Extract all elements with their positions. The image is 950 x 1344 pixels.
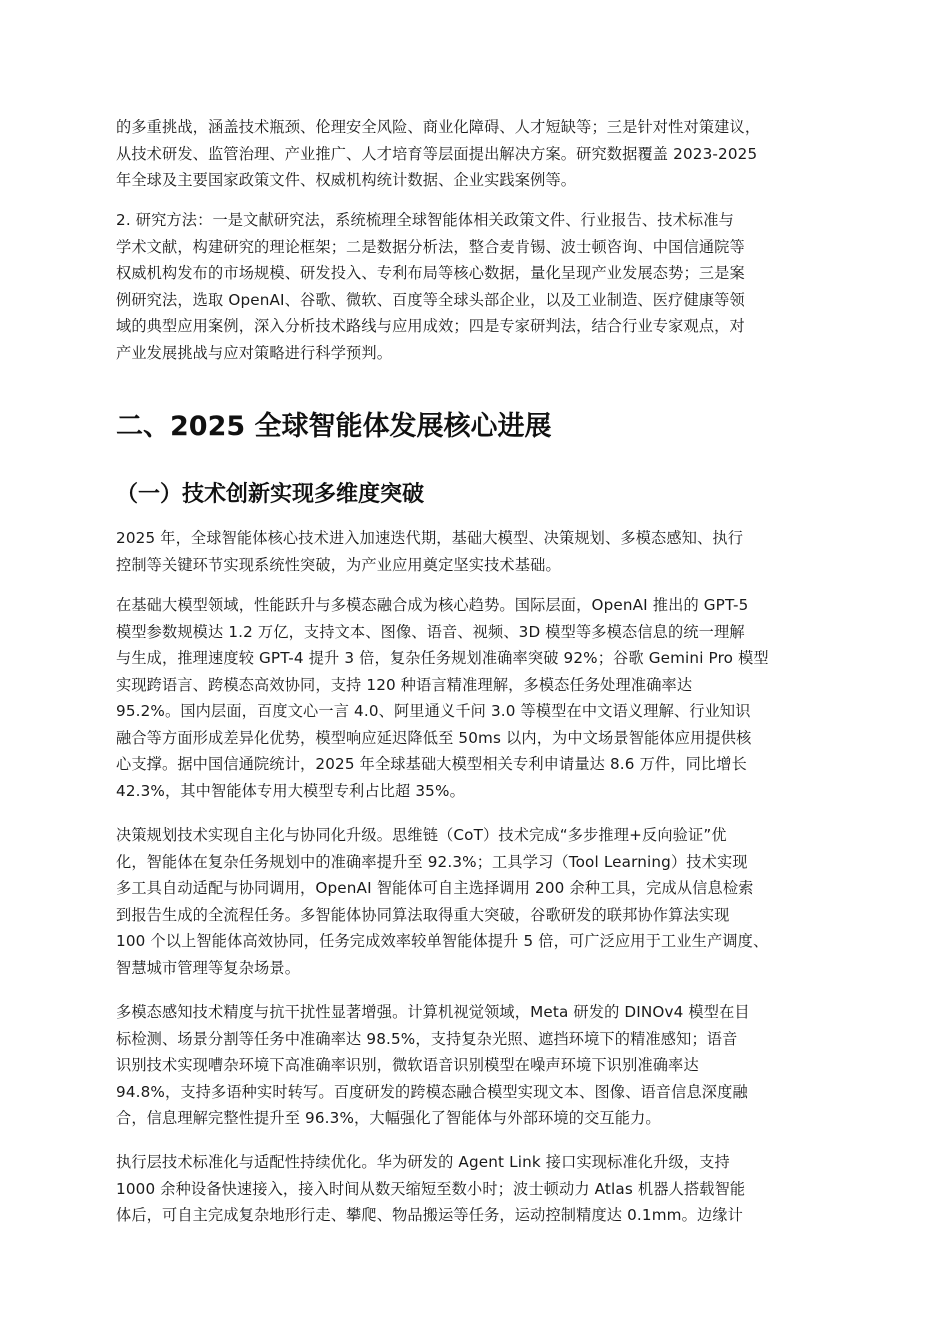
decision-planning-paragraph — [116, 822, 842, 981]
text-line: 学术文献，构建研究的理论框架；二是数据分析法，整合麦肯锡、波士顿咨询、中国信通院等 — [116, 237, 745, 256]
text-line: 年全球及主要国家政策文件、权威机构统计数据、企业实践案例等。 — [116, 171, 577, 189]
intro-paragraph — [116, 114, 842, 194]
text-line: 100 个以上智能体高效协同，任务完成效率较单智能体提升 5 倍，可广泛应用于工业生产调度、 — [116, 932, 769, 950]
text-line: 2. 研究方法：一是文献研究法，系统梳理全球智能体相关政策文件、行业报告、技术标准与 — [116, 211, 734, 229]
multimodal-perception-paragraph — [116, 999, 842, 1132]
text-line: 实现跨语言、跨模态高效协同，支持 120 种语言精准理解，多模态任务处理准确率达 — [116, 675, 693, 694]
text-line: 到报告生成的全流程任务。多智能体协同算法取得重大突破，谷歌研发的联邦协作算法实现 — [116, 905, 730, 924]
text-line: 95.2%。国内层面，百度文心一言 4.0、阿里通义千问 3.0 等模型在中文语义理解、行业知识 — [116, 702, 751, 720]
text-line: 心支撑。据中国信通院统计，2025 年全球基础大模型相关专利申请量达 8.6 万件，同比增长 — [116, 755, 747, 773]
text-line: 多模态感知技术精度与抗干扰性显著增强。计算机视觉领域，Meta 研发的 DINOv4 模型在目 — [116, 1003, 750, 1021]
text-line: 化，智能体在复杂任务规划中的准确率提升至 92.3%；工具学习（Tool Learning）技术实现 — [116, 852, 748, 871]
text-line: 控制等关键环节实现系统性突破，为产业应用奠定坚实技术基础。 — [116, 555, 561, 574]
text-line: 融合等方面形成差异化优势，模型响应延迟降低至 50ms 以内，为中文场景智能体应用提供核 — [116, 728, 752, 747]
text-line: 智慧城市管理等复杂场景。 — [116, 958, 301, 977]
overview-paragraph — [116, 525, 842, 578]
text-line: 执行层技术标准化与适配性持续优化。华为研发的 Agent Link 接口实现标准化升级，支持 — [116, 1153, 730, 1171]
text-line: 42.3%，其中智能体专用大模型专利占比超 35%。 — [116, 781, 465, 800]
text-line: 从技术研发、监管治理、产业推广、人才培育等层面提出解决方案。研究数据覆盖 2023-2025 — [116, 144, 758, 163]
subsection-heading: （一）技术创新实现多维度突破 — [116, 482, 425, 507]
text-line: 在基础大模型领域，性能跃升与多模态融合成为核心趋势。国际层面，OpenAI 推出的 GPT-5 — [116, 596, 749, 614]
text-line: 模型参数规模达 1.2 万亿，支持文本、图像、语音、视频、3D 模型等多模态信息的统一理解 — [116, 622, 745, 641]
text-line: 与生成，推理速度较 GPT-4 提升 3 倍，复杂任务规划准确率突破 92%；谷歌 Gemini Pro 模型 — [116, 649, 769, 667]
text-line: 标检测、场景分割等任务中准确率达 98.5%，支持复杂光照、遮挡环境下的精准感知；语音 — [116, 1029, 738, 1048]
text-line: 识别技术实现嘈杂环境下高准确率识别，微软语音识别模型在噪声环境下识别准确率达 — [116, 1056, 699, 1074]
text-line: 例研究法，选取 OpenAI、谷歌、微软、百度等全球头部企业，以及工业制造、医疗健康等领 — [116, 290, 745, 309]
text-line: 2025 年，全球智能体核心技术进入加速迭代期，基础大模型、决策规划、多模态感知、执行 — [116, 529, 744, 547]
section-heading: 二、2025 全球智能体发展核心进展 — [116, 411, 552, 442]
text-line: 决策规划技术实现自主化与协同化升级。思维链（CoT）技术完成“多步推理+反向验证”优 — [116, 826, 727, 844]
text-line: 域的典型应用案例，深入分析技术路线与应用成效；四是专家研判法，结合行业专家观点，对 — [116, 317, 745, 335]
text-line: 94.8%，支持多语种实时转写。百度研发的跨模态融合模型实现文本、图像、语音信息深度融 — [116, 1082, 748, 1101]
text-line: 的多重挑战，涵盖技术瓶颈、伦理安全风险、商业化障碍、人才短缺等；三是针对性对策建议， — [116, 118, 761, 136]
text-line: 产业发展挑战与应对策略进行科学预判。 — [116, 343, 393, 362]
text-line: 合，信息理解完整性提升至 96.3%，大幅强化了智能体与外部环境的交互能力。 — [116, 1109, 661, 1127]
text-line: 体后，可自主完成复杂地形行走、攀爬、物品搬运等任务，运动控制精度达 0.1mm。边缘计 — [116, 1206, 743, 1224]
research-method-paragraph — [116, 207, 842, 366]
foundation-models-paragraph — [116, 592, 842, 804]
execution-layer-paragraph — [116, 1149, 842, 1229]
text-line: 多工具自动适配与协同调用，OpenAI 智能体可自主选择调用 200 余种工具，完成从信息检索 — [116, 879, 754, 897]
text-line: 权威机构发布的市场规模、研发投入、专利布局等核心数据，量化呈现产业发展态势；三是案 — [116, 264, 745, 282]
text-line: 1000 余种设备快速接入，接入时间从数天缩短至数小时；波士顿动力 Atlas 机器人搭载智能 — [116, 1179, 746, 1198]
